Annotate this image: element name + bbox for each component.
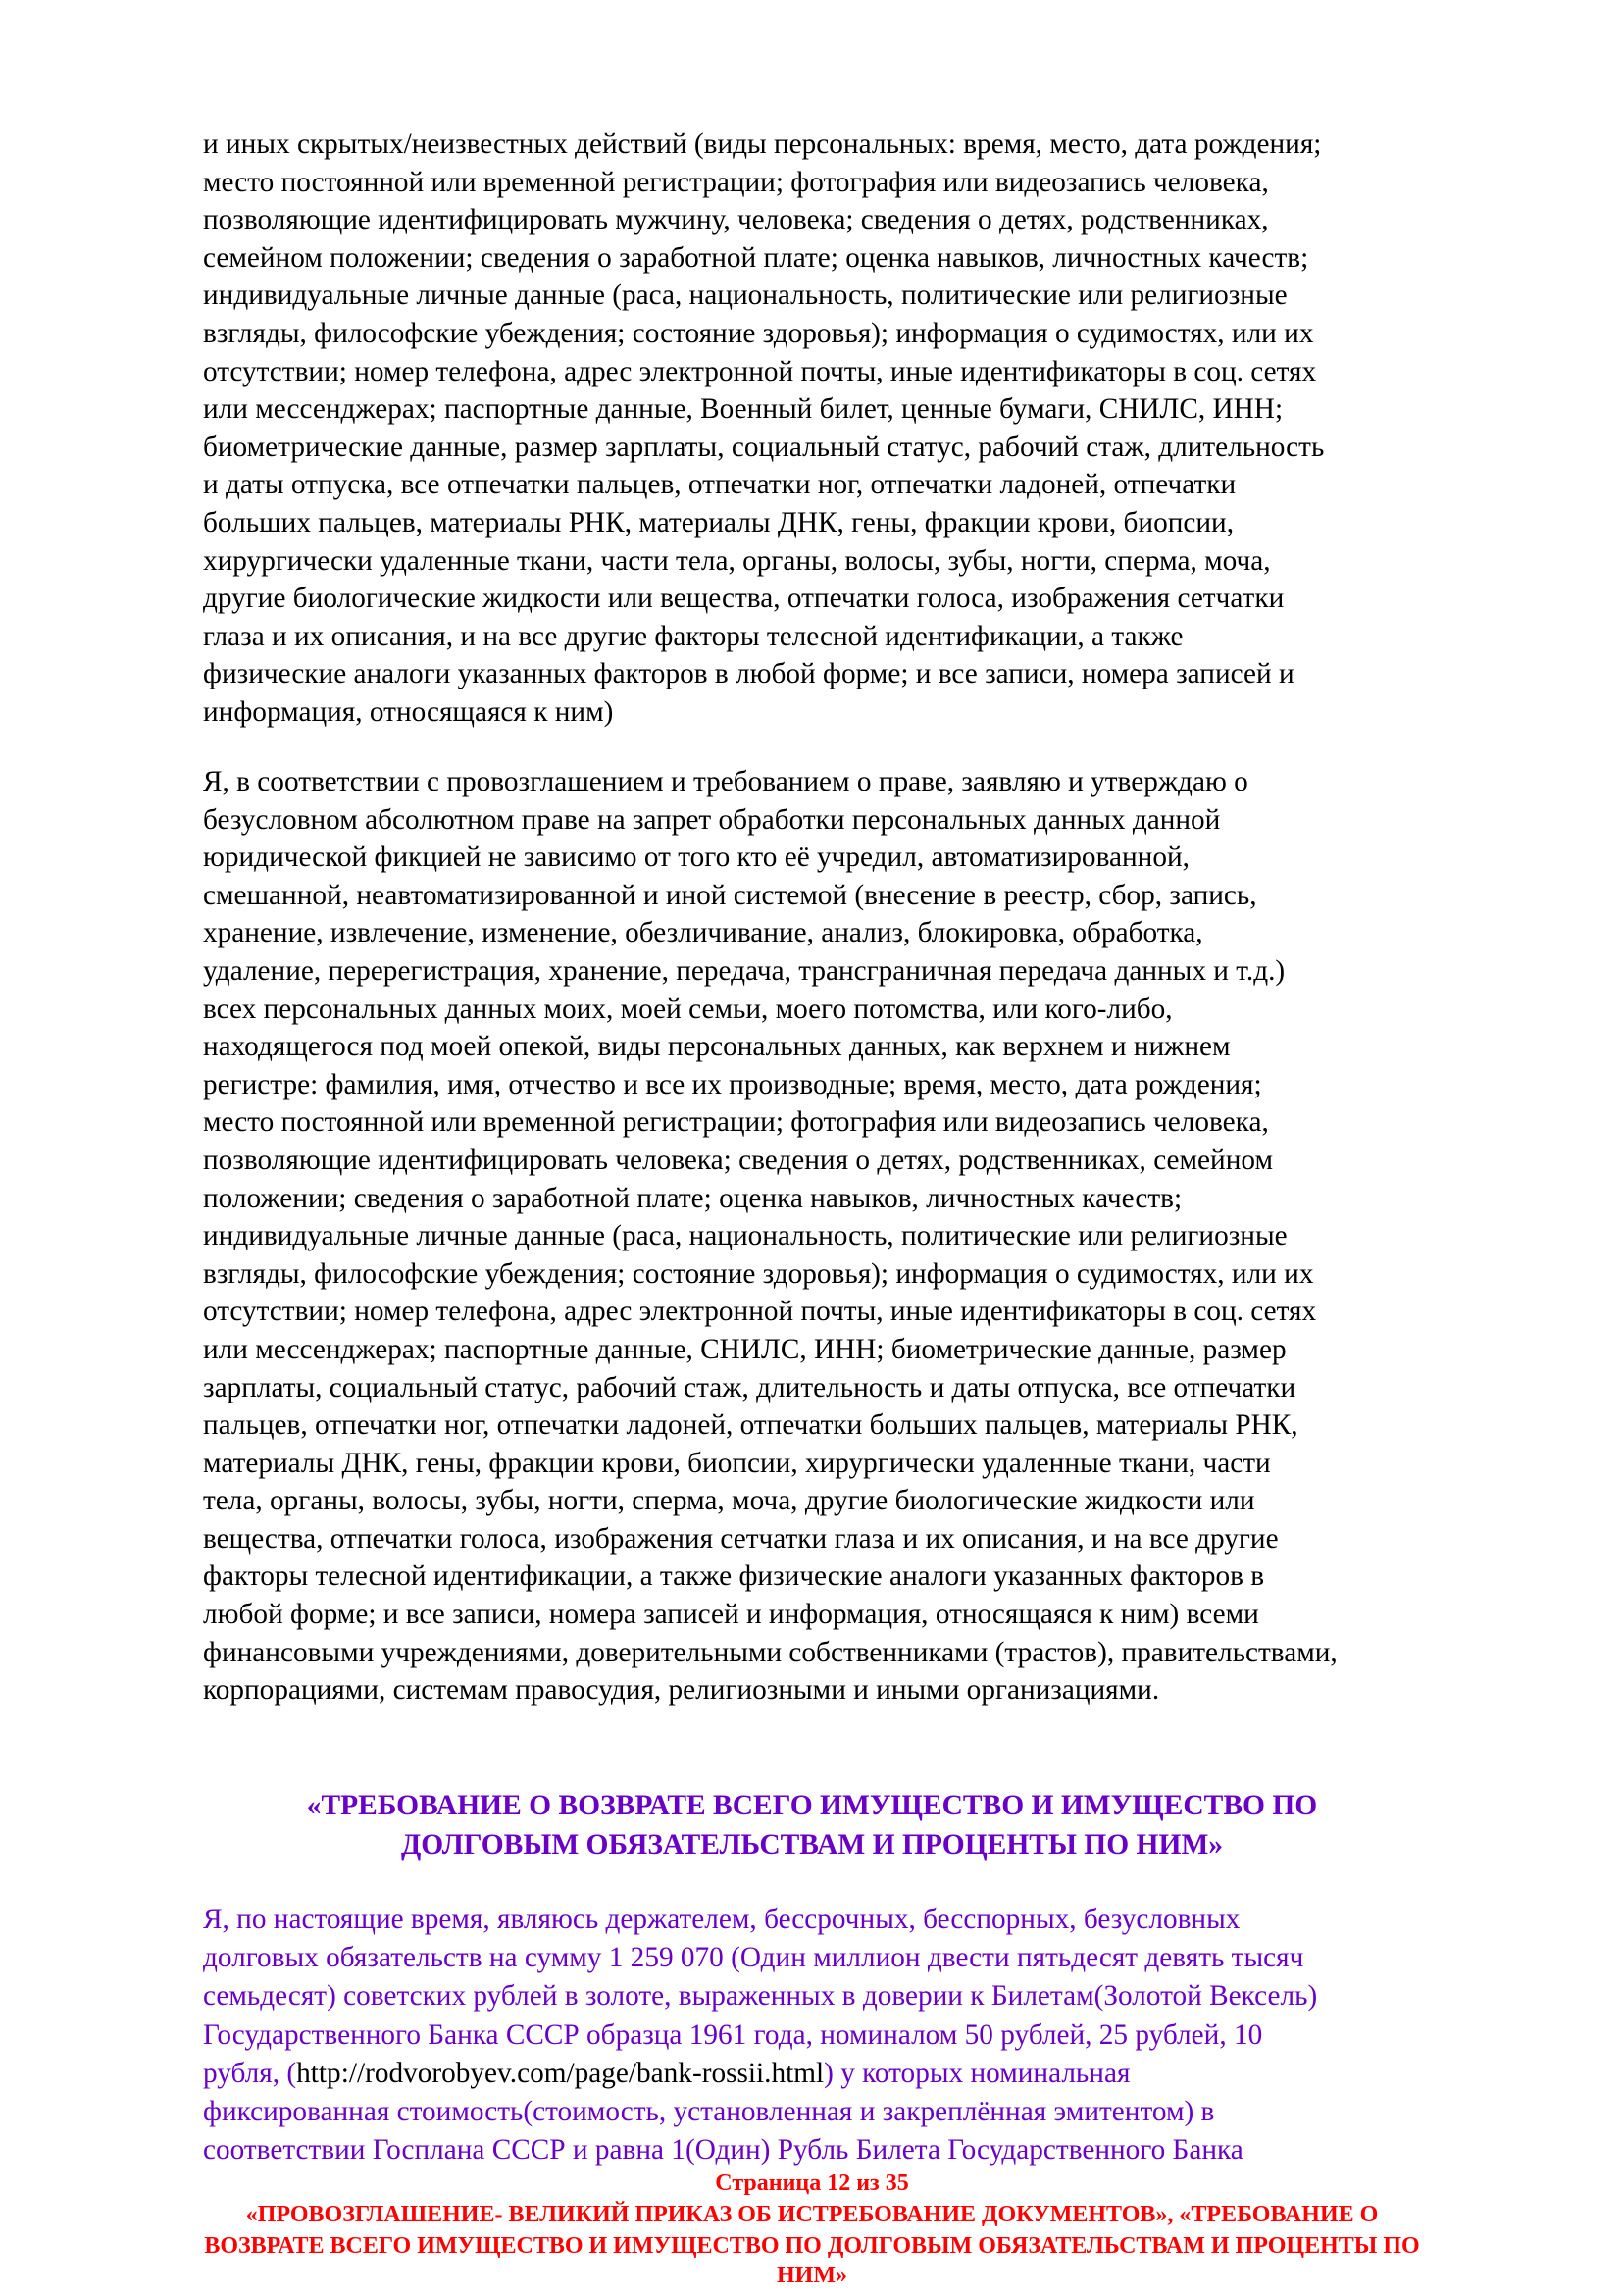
text-line: факторы телесной идентификации, а также физические аналоги указанных факторов в <box>203 1560 1265 1593</box>
text-line: находящегося под моей опекой, виды персональных данных, как верхнем и нижнем <box>203 1031 1231 1063</box>
text-line: пальцев, отпечатки ног, отпечатки ладоней, отпечатки больших пальцев, материалы РНК, <box>203 1409 1298 1442</box>
text-line: место постоянной или временной регистрации; фотография или видеозапись человека, <box>203 166 1269 198</box>
text-line: материалы ДНК, гены, фракции крови, биопсии, хирургически удаленные ткани, части <box>203 1447 1271 1479</box>
text-line: удаление, перерегистрация, хранение, передача, трансграничная передача данных и т.д.) <box>203 954 1286 987</box>
text-line: корпорациями, системам правосудия, религиозными и иными организациями. <box>203 1674 1160 1707</box>
text-line: Я, в соответствии с провозглашением и требованием о праве, заявляю и утверждаю о <box>203 766 1248 797</box>
text-line: зарплаты, социальный статус, рабочий стаж, длительность и даты отпуска, все отпечатки <box>203 1371 1296 1403</box>
text-line: индивидуальные личные данные (раса, национальность, политические или религиозные <box>203 1220 1288 1252</box>
text-line-with-link <box>203 2055 1488 2093</box>
text-line: физические аналоги указанных факторов в любой форме; и все записи, номера записей и <box>203 658 1294 690</box>
text-line: семейном положении; сведения о заработной плате; оценка навыков, личностных качеств; <box>203 241 1309 274</box>
text-line: отсутствии; номер телефона, адрес электронной почты, иные идентификаторы в соц. сетях <box>203 1296 1317 1328</box>
paragraph-personal-data-types <box>203 126 1497 732</box>
text-line: взгляды, философские убеждения; состояние здоровья); информация о судимостях, или их <box>203 317 1314 349</box>
paragraph-declaration-of-right <box>203 763 1497 1709</box>
text-line: другие биологические жидкости или вещества, отпечатки голоса, изображения сетчатки <box>203 583 1285 615</box>
text-line: тела, органы, волосы, зубы, ногти, сперма, моча, другие биологические жидкости или <box>203 1485 1255 1517</box>
text-line: хранение, извлечение, изменение, обезличивание, анализ, блокировка, обработка, <box>203 917 1203 949</box>
text-line: соответствии Госплана СССР и равна 1(Один) Рубль Билета Государственного Банка <box>203 2134 1243 2167</box>
heading-line: «ТРЕБОВАНИЕ О ВОЗВРАТЕ ВСЕГО ИМУЩЕСТВО И ИМУЩЕСТВО ПО <box>306 1790 1318 1821</box>
text-line: всех персональных данных моих, моей семьи, моего потомства, или кого-либо, <box>203 993 1173 1025</box>
page-number: Страница 12 из 35 <box>715 2170 909 2196</box>
text-line: безусловном абсолютном праве на запрет обработки персональных данных данной <box>203 803 1221 836</box>
text-line: любой форме; и все записи, номера записей и информация, относящаяся к ним) всеми <box>203 1599 1259 1631</box>
text-line: индивидуальные личные данные (раса, национальность, политические или религиозные <box>203 280 1288 312</box>
text-line: информация, относящаяся к ним) <box>203 695 614 728</box>
text-line: позволяющие идентифицировать мужчину, человека; сведения о детях, родственниках, <box>203 204 1269 236</box>
text-fragment: ) у которых номинальная <box>824 2057 1131 2089</box>
heading-line: ДОЛГОВЫМ ОБЯЗАТЕЛЬСТВАМ И ПРОЦЕНТЫ ПО НИМ» <box>400 1829 1224 1861</box>
text-line: позволяющие идентифицировать человека; сведения о детях, родственниках, семейном <box>203 1144 1274 1176</box>
text-line: больших пальцев, материалы РНК, материалы ДНК, гены, фракции крови, биопсии, <box>203 506 1235 538</box>
footer-title-line: НИМ» <box>777 2263 847 2288</box>
text-line: место постоянной или временной регистрации; фотография или видеозапись человека, <box>203 1106 1269 1139</box>
page-footer <box>98 2168 1526 2289</box>
text-line: вещества, отпечатки голоса, изображения сетчатки глаза и их описания, и на все другие <box>203 1522 1279 1555</box>
text-line: положении; сведения о заработной плате; оценка навыков, личностных качеств; <box>203 1182 1183 1214</box>
text-line: финансовыми учреждениями, доверительными собственниками (трастов), правительствами, <box>203 1636 1338 1668</box>
text-line: долговых обязательств на сумму 1 259 070 (Один миллион двести пятьдесят девять тысяч <box>203 1942 1304 1974</box>
footer-title-line: «ПРОВОЗГЛАШЕНИЕ- ВЕЛИКИЙ ПРИКАЗ ОБ ИСТРЕБОВАНИЕ ДОКУМЕНТОВ», «ТРЕБОВАНИЕ О <box>245 2202 1379 2227</box>
text-line: регистре: фамилия, имя, отчество и все их производные; время, место, дата рождения; <box>203 1068 1262 1100</box>
text-line: и даты отпуска, все отпечатки пальцев, отпечатки ног, отпечатки ладоней, отпечатки <box>203 469 1237 501</box>
text-line: фиксированная стоимость(стоимость, установленная и закреплённая эмитентом) в <box>203 2095 1215 2127</box>
text-line: и иных скрытых/неизвестных действий (виды персональных: время, место, дата рождения; <box>203 128 1322 160</box>
text-line: семьдесят) советских рублей в золоте, выраженных в доверии к Билетам(Золотой Вексель) <box>203 1980 1318 2013</box>
bank-url-link[interactable]: http://rodvorobyev.com/page/bank-rossii.html <box>296 2057 825 2089</box>
text-line: хирургически удаленные ткани, части тела, органы, волосы, зубы, ногти, сперма, моча, <box>203 544 1271 577</box>
text-fragment: рубля, ( <box>203 2057 297 2089</box>
text-line: Я, по настоящие время, являюсь держателем, бессрочных, бесспорных, безусловных <box>203 1904 1241 1935</box>
text-line: отсутствии; номер телефона, адрес электронной почты, иные идентификаторы в соц. сетях <box>203 355 1317 387</box>
text-line: Государственного Банка СССР образца 1961 года, номиналом 50 рублей, 25 рублей, 10 <box>203 2018 1263 2051</box>
text-line: юридической фикцией не зависимо от того кто её учредил, автоматизированной, <box>203 842 1190 874</box>
text-line: или мессенджерах; паспортные данные, Военный билет, ценные бумаги, СНИЛС, ИНН; <box>203 393 1284 426</box>
footer-title-line: ВОЗВРАТЕ ВСЕГО ИМУЩЕСТВО И ИМУЩЕСТВО ПО ДОЛГОВЫМ ОБЯЗАТЕЛЬСТВАМ И ПРОЦЕНТЫ ПО <box>204 2233 1420 2259</box>
text-line: смешанной, неавтоматизированной и иной системой (внесение в реестр, сбор, запись, <box>203 879 1257 911</box>
text-line: взгляды, философские убеждения; состояние здоровья); информация о судимостях, или их <box>203 1257 1314 1290</box>
text-line: биометрические данные, размер зарплаты, социальный статус, рабочий стаж, длительность <box>203 431 1325 463</box>
text-line: или мессенджерах; паспортные данные, СНИЛС, ИНН; биометрические данные, размер <box>203 1333 1287 1365</box>
paragraph-debt-obligations <box>203 1901 1497 2169</box>
text-line: глаза и их описания, и на все другие факторы телесной идентификации, а также <box>203 620 1184 652</box>
section-heading <box>147 1786 1477 1864</box>
